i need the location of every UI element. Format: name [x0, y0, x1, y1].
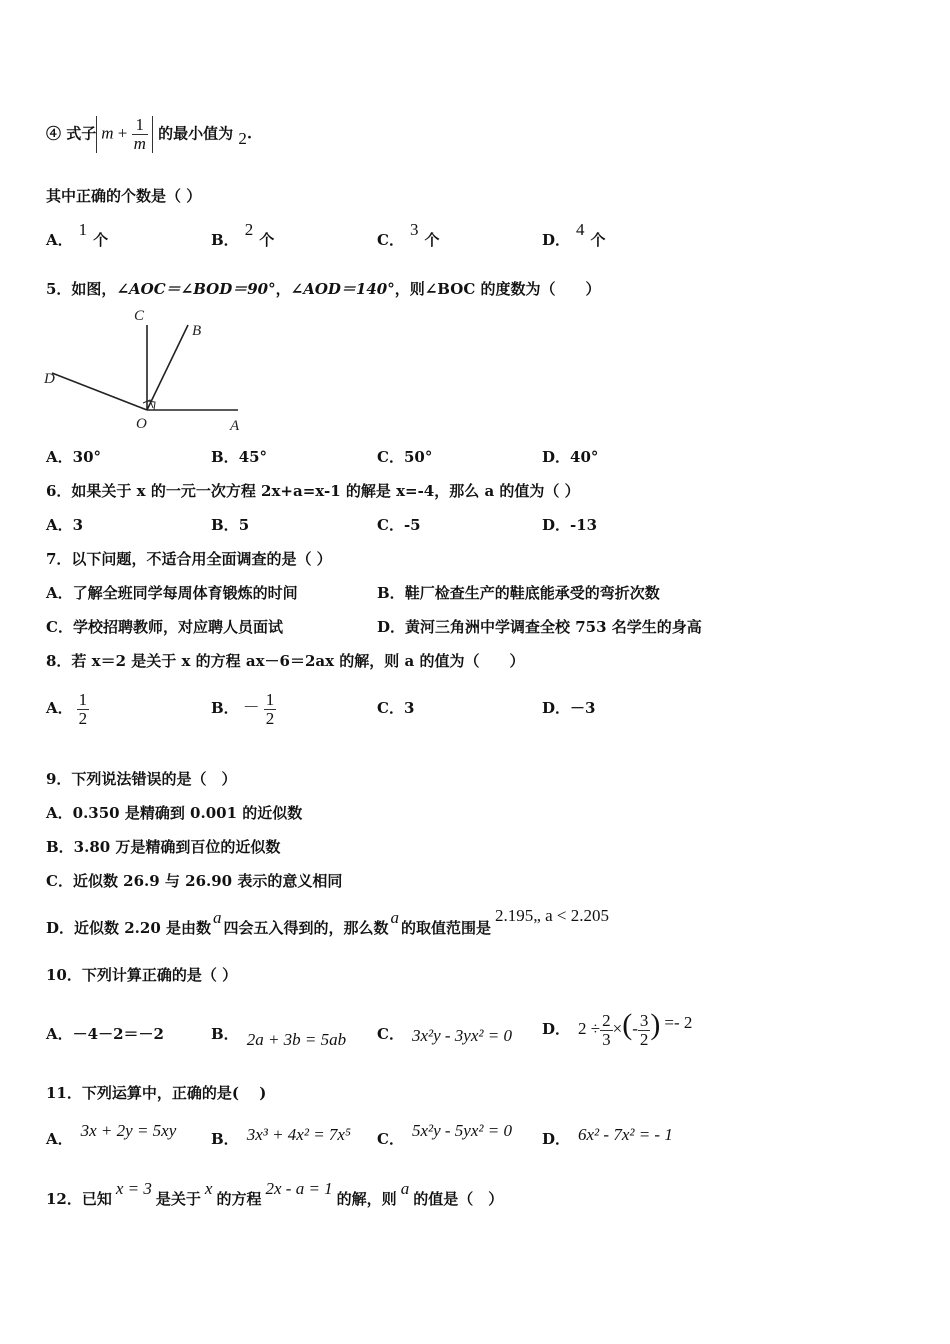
- q4-item4-prefix: ④ 式子: [46, 124, 97, 143]
- q7-option-d: D．黄河三角洲中学调查全校 753 名学生的身高: [377, 618, 702, 636]
- q4-item4-value: 2: [238, 128, 247, 148]
- angle-figure: [40, 305, 250, 435]
- q6-option-b: B．5: [211, 516, 250, 534]
- q7-option-a: A．了解全班同学每周体育锻炼的时间: [46, 584, 298, 602]
- range-expression: 2.195„ a < 2.205: [495, 906, 609, 925]
- q8-option-c: C．3: [377, 699, 415, 717]
- q7-stem: 7．以下问题，不适合用全面调查的是（ ）: [46, 550, 332, 568]
- label-a: A: [230, 418, 240, 434]
- fraction: $\frac{1}{m}$: [133, 115, 146, 153]
- q6-option-c: C．-5: [377, 516, 421, 534]
- q12-stem: 12．已知x = 3是关于x的方程2x - a = 1的解，则a的值是（ ）: [46, 1179, 504, 1208]
- q5-option-d: D．40°: [542, 448, 599, 466]
- fraction: $\frac{3}{2}$: [639, 1010, 649, 1049]
- q11-option-a: A． 3x + 2y = 5xy: [46, 1121, 177, 1148]
- label-o: O: [136, 416, 147, 432]
- label-d: D: [44, 371, 55, 387]
- q8-option-b: B． － $\frac{1}{2}$: [211, 689, 275, 728]
- q4-option-d: D．4个: [542, 220, 606, 249]
- q11-option-c: C． 5x²y - 5yx² = 0: [377, 1121, 512, 1148]
- q11-option-b: B． 3x³ + 4x² = 7x⁵: [211, 1125, 351, 1148]
- q4-item4-suffix: 的最小值为: [152, 124, 239, 143]
- q5-option-a: A．30°: [46, 448, 102, 466]
- q9-option-d: D．近似数 2.20 是由数a四会五入得到的，那么数a的取值范围是2.195„ a < 2.205: [46, 906, 609, 937]
- q10-option-c: C． 3x²y - 3yx² = 0: [377, 1025, 512, 1045]
- label-c: C: [134, 308, 145, 324]
- q10-option-b: B． 2a + 3b = 5ab: [211, 1025, 347, 1049]
- abs-expression: m + $\frac{1}{m}$: [96, 116, 153, 153]
- label-b: B: [192, 323, 202, 339]
- q9-option-c: C．近似数 26.9 与 26.90 表示的意义相同: [46, 872, 343, 890]
- fraction: $\frac{1}{2}$: [265, 689, 275, 728]
- q8-option-a: A． $\frac{1}{2}$: [46, 689, 88, 728]
- q9-stem: 9．下列说法错误的是（ ）: [46, 770, 237, 788]
- q10-option-a: A．－4－2＝－2: [46, 1025, 164, 1043]
- q7-option-c: C．学校招聘教师，对应聘人员面试: [46, 618, 283, 636]
- q9-option-a: A．0.350 是精确到 0.001 的近似数: [46, 804, 303, 822]
- q6-stem: 6．如果关于 x 的一元一次方程 2x+a=x-1 的解是 x=-4，那么 a 的值为（ ）: [46, 482, 580, 500]
- q10-option-d: D． 2 ÷ $\frac{2}{3}$ ×(- $\frac{3}{2}$ ) =- 2: [542, 1008, 693, 1049]
- q8-option-d: D．－3: [542, 699, 596, 717]
- q5-option-c: C．50°: [377, 448, 433, 466]
- q4-option-c: C．3个: [377, 220, 440, 249]
- q8-stem: 8．若 x＝2 是关于 x 的方程 ax－6＝2ax 的解，则 a 的值为（ ）: [46, 652, 525, 670]
- q10-stem: 10．下列计算正确的是（ ）: [46, 966, 238, 984]
- q5-stem: 5．如图，∠AOC＝∠BOD＝90°，∠AOD＝140°，则∠BOC 的度数为（ ）: [46, 280, 601, 298]
- q5-option-b: B．45°: [211, 448, 268, 466]
- q4-option-b: B．2个: [211, 220, 275, 249]
- q4-option-a: A．1个: [46, 220, 109, 249]
- fraction: $\frac{1}{2}$: [78, 689, 88, 728]
- q7-option-b: B．鞋厂检查生产的鞋底能承受的弯折次数: [377, 584, 660, 602]
- q4-stem: 其中正确的个数是（ ）: [46, 187, 202, 205]
- fraction: $\frac{2}{3}$: [602, 1010, 611, 1049]
- q4-item4: ④ 式子 m + $\frac{1}{m}$ 的最小值为 2.: [46, 115, 253, 153]
- q6-option-d: D．-13: [542, 516, 598, 534]
- q11-option-d: D． 6x² - 7x² = - 1: [542, 1125, 673, 1148]
- q9-option-b: B．3.80 万是精确到百位的近似数: [46, 838, 281, 856]
- q11-stem: 11．下列运算中，正确的是( ): [46, 1084, 267, 1102]
- q6-option-a: A．3: [46, 516, 84, 534]
